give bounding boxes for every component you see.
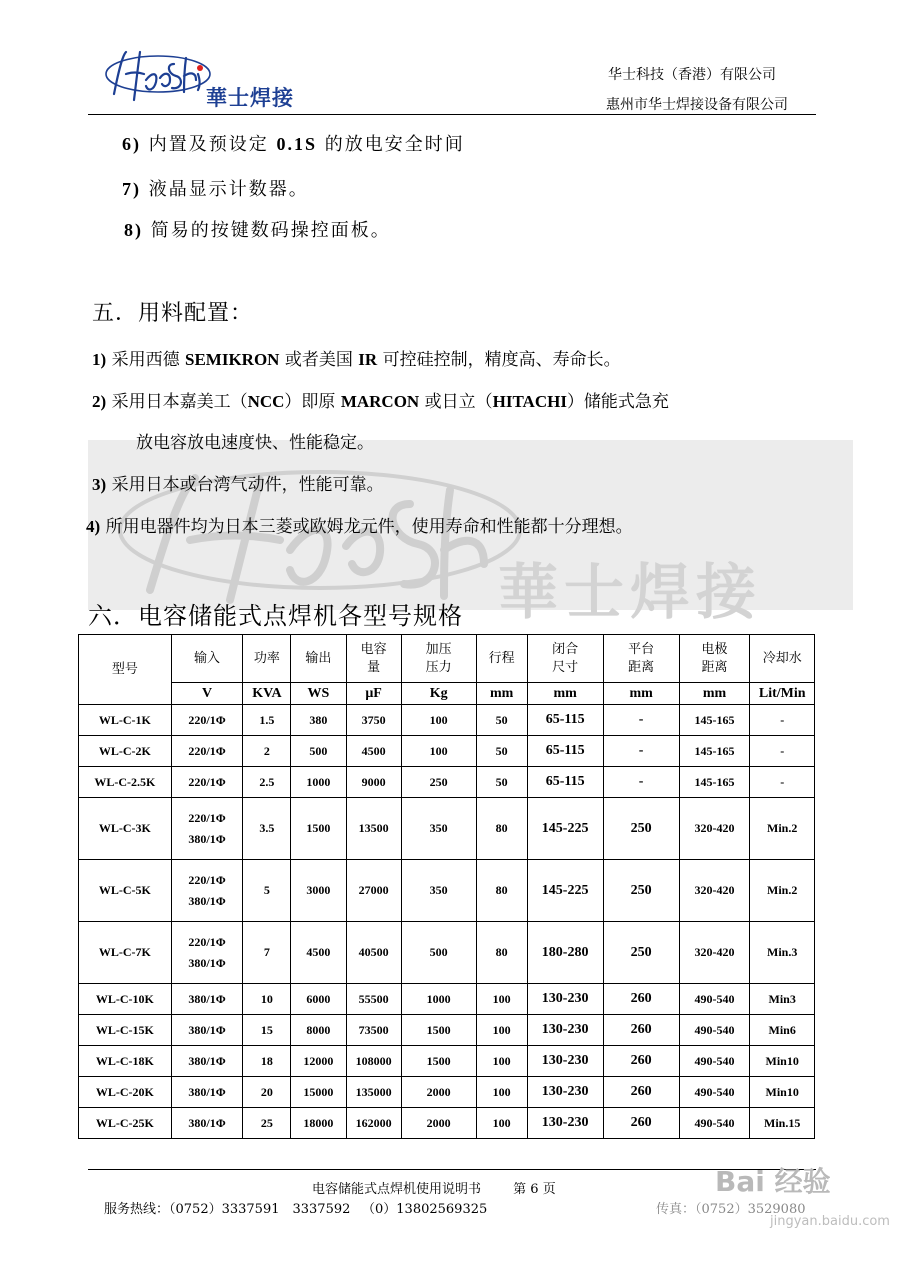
baidu-watermark: Bai 经验: [715, 1165, 831, 1198]
header-capacitance: [346, 635, 401, 683]
cell-stroke: 80: [476, 860, 527, 922]
material-brand: HITACHI: [492, 392, 567, 411]
cell-stroke: 100: [476, 1077, 527, 1108]
cell-kva: 2.5: [243, 767, 291, 798]
header-divider: [88, 114, 816, 115]
material-item-2-cont: 放电容放电速度快、性能稳定。: [136, 433, 374, 453]
header-line: 闭合: [552, 641, 579, 657]
cell-ws: 18000: [291, 1108, 346, 1139]
cell-kva: 1.5: [243, 705, 291, 736]
feature-bold: 0.1S: [276, 134, 317, 154]
cell-input: 220/1Φ: [171, 705, 243, 736]
header-model: 型号: [79, 635, 172, 705]
cell-input: 380/1Φ: [171, 1046, 243, 1077]
cell-input: [171, 798, 243, 860]
input-line: 220/1Φ: [188, 872, 226, 887]
cell-closing: 130-230: [527, 1046, 603, 1077]
unit-cell: mm: [527, 683, 603, 705]
cell-uf: 40500: [346, 922, 401, 984]
table-row: [79, 767, 815, 798]
cell-input: 380/1Φ: [171, 984, 243, 1015]
header-pressure: [401, 635, 476, 683]
cell-model: WL-C-15K: [79, 1015, 172, 1046]
unit-cell: WS: [291, 683, 346, 705]
material-brand: IR: [358, 350, 378, 369]
cell-input: 380/1Φ: [171, 1015, 243, 1046]
cell-kva: 20: [243, 1077, 291, 1108]
table-row: [79, 984, 815, 1015]
cell-platform: 250: [603, 922, 679, 984]
cell-model: WL-C-10K: [79, 984, 172, 1015]
header-cooling: 冷却水: [750, 635, 815, 683]
cell-platform: -: [603, 736, 679, 767]
cell-ws: 1000: [291, 767, 346, 798]
material-number: 3): [92, 475, 107, 494]
footer-hotline: 服务热线：（0752）3337591 3337592: [104, 1202, 351, 1217]
unit-cell: mm: [476, 683, 527, 705]
material-text: 可控硅控制，精度高、寿命长。: [382, 350, 621, 370]
doc-title: 电容储能式点焊机使用说明书: [312, 1182, 482, 1197]
table-row: [79, 1108, 815, 1139]
cell-kva: 10: [243, 984, 291, 1015]
cell-model: WL-C-18K: [79, 1046, 172, 1077]
header-electrode: [679, 635, 750, 683]
cell-cooling: -: [750, 705, 815, 736]
header-line: 压力: [425, 659, 452, 675]
cell-cooling: Min.15: [750, 1108, 815, 1139]
table-row: [79, 705, 815, 736]
cell-platform: -: [603, 705, 679, 736]
cell-uf: 9000: [346, 767, 401, 798]
cell-cooling: Min.2: [750, 860, 815, 922]
cell-electrode: 145-165: [679, 705, 750, 736]
feature-text: 简易的按键数码操控面板。: [150, 220, 391, 241]
feature-number: 7): [122, 179, 141, 199]
section-6-title: 六．电容储能式点焊机各型号规格: [88, 602, 463, 630]
material-text: 采用日本嘉美工（: [111, 392, 248, 412]
cell-electrode: 490-540: [679, 1077, 750, 1108]
cell-stroke: 100: [476, 984, 527, 1015]
unit-cell: KVA: [243, 683, 291, 705]
cell-closing: 65-115: [527, 736, 603, 767]
cell-kg: 250: [401, 767, 476, 798]
header-line: 距离: [701, 659, 728, 675]
header-output: 输出: [291, 635, 346, 683]
cell-electrode: 145-165: [679, 767, 750, 798]
cell-platform: 250: [603, 860, 679, 922]
company-name-huizhou: 惠州市华士焊接设备有限公司: [606, 97, 788, 113]
input-lines: [172, 805, 243, 853]
material-text: ）储能式急充: [566, 392, 669, 412]
cell-platform: 260: [603, 1108, 679, 1139]
baidu-watermark-url: jingyan.baidu.com: [770, 1214, 890, 1229]
header-platform: [603, 635, 679, 683]
material-text: 或者美国: [284, 350, 353, 370]
footer-mobile: （0）13802569325: [362, 1202, 488, 1217]
cell-uf: 13500: [346, 798, 401, 860]
table-row: [79, 860, 815, 922]
cell-closing: 145-225: [527, 860, 603, 922]
cell-ws: 12000: [291, 1046, 346, 1077]
cell-uf: 55500: [346, 984, 401, 1015]
header-line: 平台: [628, 641, 655, 657]
cell-stroke: 50: [476, 736, 527, 767]
material-item-2: [92, 387, 669, 412]
cell-closing: 65-115: [527, 705, 603, 736]
table-row: [79, 1077, 815, 1108]
cell-cooling: Min6: [750, 1015, 815, 1046]
cell-electrode: 145-165: [679, 736, 750, 767]
cell-kg: 2000: [401, 1108, 476, 1139]
material-text: 采用西德: [111, 350, 180, 370]
material-text: 采用日本或台湾气动件，性能可靠。: [111, 475, 384, 495]
cell-kg: 1500: [401, 1015, 476, 1046]
input-lines: [172, 867, 243, 915]
cell-kva: 5: [243, 860, 291, 922]
cell-kg: 100: [401, 705, 476, 736]
cell-electrode: 490-540: [679, 984, 750, 1015]
cell-model: WL-C-2.5K: [79, 767, 172, 798]
cell-electrode: 490-540: [679, 1015, 750, 1046]
header-line: 加压: [425, 641, 452, 657]
cell-stroke: 80: [476, 922, 527, 984]
cell-uf: 73500: [346, 1015, 401, 1046]
logo-text: 華士焊接: [206, 86, 294, 110]
cell-electrode: 320-420: [679, 922, 750, 984]
cell-ws: 1500: [291, 798, 346, 860]
cell-model: WL-C-25K: [79, 1108, 172, 1139]
cell-uf: 4500: [346, 736, 401, 767]
cell-model: WL-C-5K: [79, 860, 172, 922]
cell-uf: 3750: [346, 705, 401, 736]
cell-closing: 65-115: [527, 767, 603, 798]
cell-kg: 350: [401, 860, 476, 922]
material-number: 4): [86, 517, 101, 536]
cell-stroke: 100: [476, 1046, 527, 1077]
company-logo-script: [100, 44, 220, 114]
cell-ws: 3000: [291, 860, 346, 922]
input-line: 380/1Φ: [188, 831, 226, 846]
input-lines: [172, 929, 243, 977]
cell-cooling: Min10: [750, 1077, 815, 1108]
feature-text-tail: 的放电安全时间: [324, 134, 465, 155]
cell-uf: 27000: [346, 860, 401, 922]
cell-cooling: -: [750, 767, 815, 798]
header-line: 距离: [628, 659, 655, 675]
cell-cooling: Min.3: [750, 922, 815, 984]
input-line: 380/1Φ: [188, 893, 226, 908]
unit-cell: Lit/Min: [750, 683, 815, 705]
cell-stroke: 50: [476, 767, 527, 798]
material-item-3: [92, 470, 384, 495]
table-row: [79, 1015, 815, 1046]
feature-number: 8): [124, 220, 143, 240]
cell-electrode: 490-540: [679, 1046, 750, 1077]
spec-table-body: [79, 705, 815, 1139]
cell-ws: 6000: [291, 984, 346, 1015]
page-number: 第 6 页: [513, 1182, 556, 1197]
table-row: [79, 1046, 815, 1077]
cell-closing: 145-225: [527, 798, 603, 860]
cell-stroke: 50: [476, 705, 527, 736]
material-brand: SEMIKRON: [184, 350, 280, 369]
cell-cooling: Min3: [750, 984, 815, 1015]
cell-kg: 100: [401, 736, 476, 767]
cell-stroke: 100: [476, 1015, 527, 1046]
cell-platform: 250: [603, 798, 679, 860]
material-brand: MARCON: [340, 392, 420, 411]
cell-stroke: 100: [476, 1108, 527, 1139]
cell-kva: 7: [243, 922, 291, 984]
cell-kg: 500: [401, 922, 476, 984]
material-text: 或日立（: [424, 392, 493, 412]
footer-divider: [88, 1169, 816, 1170]
feature-item-6: [122, 130, 465, 156]
cell-closing: 180-280: [527, 922, 603, 984]
header-input: 输入: [171, 635, 243, 683]
cell-closing: 130-230: [527, 984, 603, 1015]
feature-item-8: [124, 216, 391, 242]
unit-cell: μF: [346, 683, 401, 705]
cell-model: WL-C-20K: [79, 1077, 172, 1108]
header-line: 电极: [701, 641, 728, 657]
material-text: 所用电器件均为日本三菱或欧姆龙元件，使用寿命和性能都十分理想。: [105, 517, 633, 537]
header-line: 尺寸: [552, 659, 579, 675]
feature-item-7: [122, 175, 309, 201]
header-power: 功率: [243, 635, 291, 683]
cell-input: 220/1Φ: [171, 736, 243, 767]
header-line: 电容: [360, 641, 387, 657]
unit-cell: mm: [603, 683, 679, 705]
cell-electrode: 320-420: [679, 860, 750, 922]
cell-model: WL-C-7K: [79, 922, 172, 984]
header-stroke: 行程: [476, 635, 527, 683]
cell-input: 380/1Φ: [171, 1108, 243, 1139]
cell-kva: 2: [243, 736, 291, 767]
input-line: 220/1Φ: [188, 934, 226, 949]
header-line: 量: [367, 659, 381, 675]
company-name-hk: 华士科技（香港）有限公司: [608, 67, 776, 83]
cell-kg: 1000: [401, 984, 476, 1015]
cell-platform: -: [603, 767, 679, 798]
cell-model: WL-C-3K: [79, 798, 172, 860]
unit-cell: V: [171, 683, 243, 705]
cell-kg: 1500: [401, 1046, 476, 1077]
cell-cooling: -: [750, 736, 815, 767]
spec-table: [78, 634, 815, 1139]
cell-ws: 15000: [291, 1077, 346, 1108]
feature-number: 6): [122, 134, 141, 154]
cell-stroke: 80: [476, 798, 527, 860]
cell-ws: 4500: [291, 922, 346, 984]
material-text: ）即原: [284, 392, 336, 412]
cell-kva: 3.5: [243, 798, 291, 860]
cell-electrode: 490-540: [679, 1108, 750, 1139]
feature-text: 液晶显示计数器。: [148, 179, 309, 200]
cell-model: WL-C-2K: [79, 736, 172, 767]
cell-closing: 130-230: [527, 1077, 603, 1108]
material-item-4: [86, 512, 633, 537]
footer-doc-title: [312, 1178, 556, 1197]
table-row: [79, 736, 815, 767]
cell-input: 220/1Φ: [171, 767, 243, 798]
feature-text: 内置及预设定: [148, 134, 269, 155]
cell-platform: 260: [603, 1046, 679, 1077]
cell-kg: 2000: [401, 1077, 476, 1108]
cell-kg: 350: [401, 798, 476, 860]
cell-platform: 260: [603, 1077, 679, 1108]
cell-platform: 260: [603, 984, 679, 1015]
cell-uf: 135000: [346, 1077, 401, 1108]
cell-uf: 162000: [346, 1108, 401, 1139]
table-header-row: [79, 635, 815, 683]
material-number: 2): [92, 392, 107, 411]
cell-ws: 500: [291, 736, 346, 767]
unit-cell: mm: [679, 683, 750, 705]
cell-ws: 380: [291, 705, 346, 736]
cell-kva: 15: [243, 1015, 291, 1046]
input-line: 380/1Φ: [188, 955, 226, 970]
cell-ws: 8000: [291, 1015, 346, 1046]
cell-closing: 130-230: [527, 1015, 603, 1046]
unit-cell: Kg: [401, 683, 476, 705]
cell-platform: 260: [603, 1015, 679, 1046]
table-row: [79, 922, 815, 984]
cell-uf: 108000: [346, 1046, 401, 1077]
watermark-text: 華士焊接: [498, 558, 762, 628]
input-line: 220/1Φ: [188, 810, 226, 825]
material-brand: NCC: [247, 392, 285, 411]
material-number: 1): [92, 350, 107, 369]
cell-input: 380/1Φ: [171, 1077, 243, 1108]
section-5-title: 五．用料配置：: [92, 301, 254, 326]
material-item-1: [92, 345, 621, 370]
header-closing: [527, 635, 603, 683]
cell-input: [171, 860, 243, 922]
cell-electrode: 320-420: [679, 798, 750, 860]
cell-cooling: Min10: [750, 1046, 815, 1077]
cell-model: WL-C-1K: [79, 705, 172, 736]
cell-cooling: Min.2: [750, 798, 815, 860]
cell-kva: 18: [243, 1046, 291, 1077]
table-units-row: [79, 683, 815, 705]
footer-fax: 传真：（0752）3529080: [656, 1202, 806, 1217]
cell-closing: 130-230: [527, 1108, 603, 1139]
cell-input: [171, 922, 243, 984]
cell-kva: 25: [243, 1108, 291, 1139]
table-row: [79, 798, 815, 860]
